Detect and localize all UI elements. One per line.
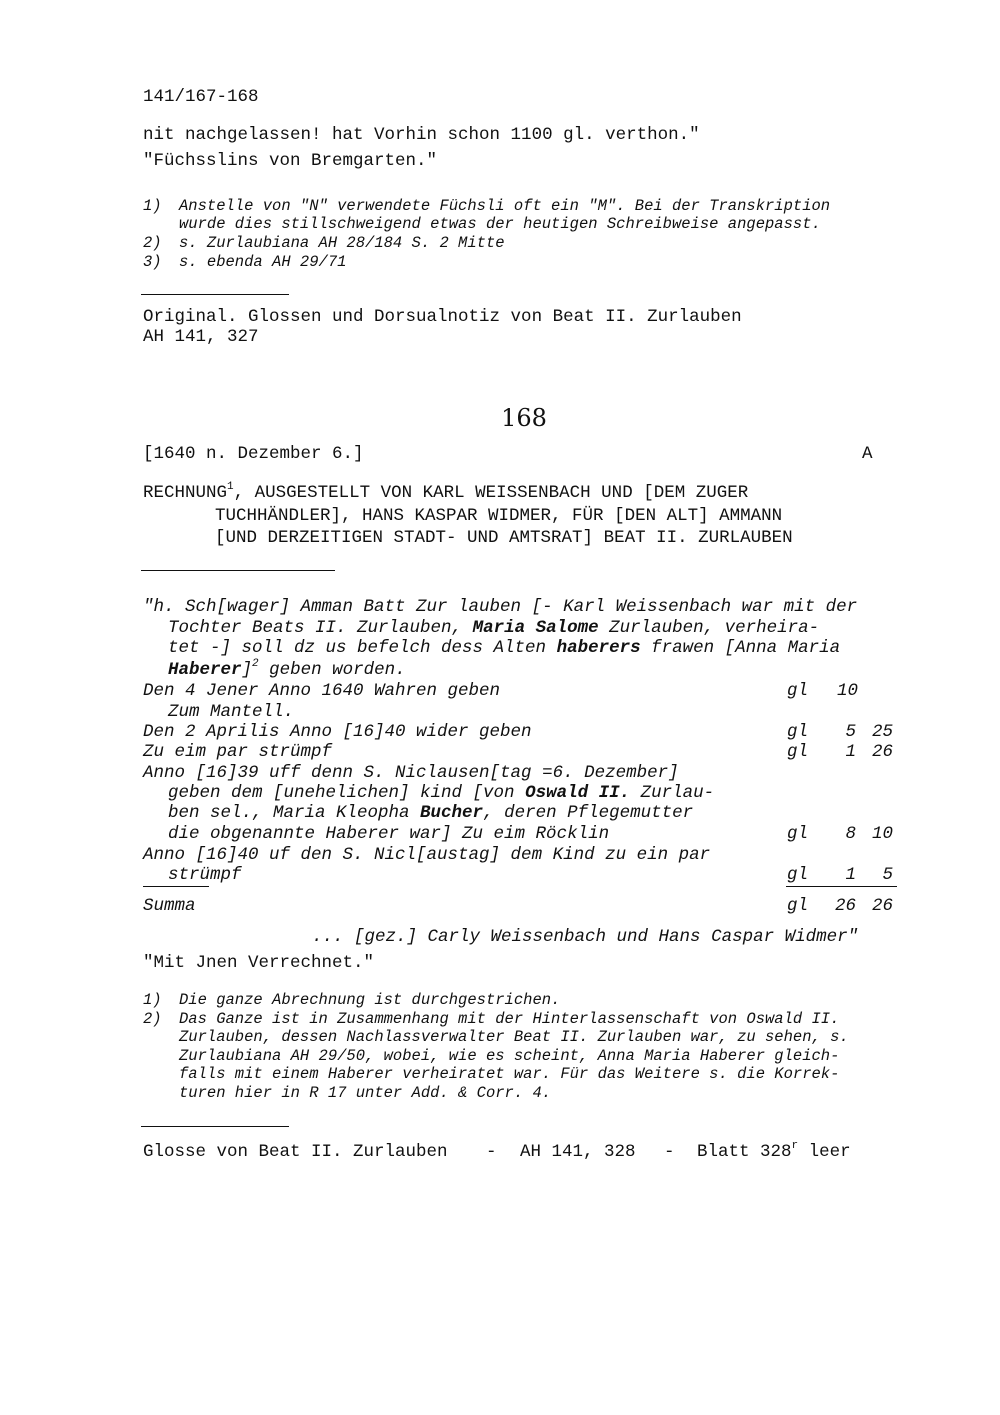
account-entry-text: Zu eim par strümpf [143, 742, 333, 762]
sum-gulden: 26 [834, 896, 856, 916]
currency-label: gl [787, 824, 809, 844]
sum-shilling: 26 [871, 896, 893, 916]
amount-shilling: 10 [871, 824, 893, 844]
account-entry-text: geben dem [unehelichen] kind [von Oswald II. Zurlau- [168, 783, 715, 803]
footnote-text: wurde dies stillschweigend etwas der heutigen Schreibweise angepasst. [179, 215, 821, 233]
currency-label: gl [787, 681, 809, 701]
document-number: 168 [501, 404, 547, 432]
signature-line: ... [gez.] Carly Weissenbach und Hans Caspar Widmer" [312, 927, 859, 947]
account-entry-text: Anno [16]39 uff denn S. Niclausen[tag =6. Dezember] [143, 763, 679, 783]
intro-line-2: "Füchsslins von Bremgarten." [143, 151, 438, 171]
amount-gulden: 10 [836, 681, 858, 701]
divider-rule [141, 294, 289, 295]
body-line: Haberer]$^2$ geben worden. [168, 658, 406, 680]
footnote-number: 2) [143, 234, 162, 252]
heading-line-2: TUCHHÄNDLER], HANS KASPAR WIDMER, FÜR [DEN ALT] AMMANN [215, 506, 783, 526]
page-reference: 141/167-168 [143, 87, 259, 107]
footnote-text: s. Zurlaubiana AH 28/184 S. 2 Mitte [179, 234, 505, 252]
amount-gulden: 1 [845, 742, 856, 762]
source-note-line-1: Original. Glossen und Dorsualnotiz von Beat II. Zurlauben [143, 307, 742, 327]
heading-line-1: RECHNUNG$^1$, AUSGESTELLT VON KARL WEISSENBACH UND [DEM ZUGER [143, 481, 749, 503]
footnote-text: Anstelle von "N" verwendete Füchsli oft ein "M". Bei der Transkription [179, 197, 831, 215]
document-date: [1640 n. Dezember 6.] [143, 444, 364, 464]
account-entry-text: ben sel., Maria Kleopha Bucher, deren Pflegemutter [168, 803, 694, 823]
footnote-text: Das Ganze ist in Zusammenhang mit der Hinterlassenschaft von Oswald II. [179, 1010, 840, 1028]
footnote-text: falls mit einem Haberer verheiratet war. Für das Weitere s. die Korrek- [179, 1065, 840, 1083]
account-entry-text: Anno [16]40 uf den S. Nicl[austag] dem Kind zu ein par [143, 845, 711, 865]
intro-line-1: nit nachgelassen! hat Vorhin schon 1100 gl. verthon." [143, 125, 700, 145]
amount-shilling: 5 [882, 865, 893, 885]
source-note-line-2: AH 141, 327 [143, 327, 259, 347]
sum-label: Summa [143, 896, 196, 916]
account-entry-text: die obgenannte Haberer war] Zu eim Röcklin [168, 824, 610, 844]
body-line: "h. Sch[wager] Amman Batt Zur lauben [- Karl Weissenbach war mit der [143, 597, 858, 617]
document-type: A [862, 444, 873, 464]
footnote-text: s. ebenda AH 29/71 [179, 253, 347, 271]
currency-label: gl [787, 896, 809, 916]
heading-line-3: [UND DERZEITIGEN STADT- UND AMTSRAT] BEAT II. ZURLAUBEN [215, 528, 793, 548]
account-entry-text: Den 2 Aprilis Anno [16]40 wider geben [143, 722, 532, 742]
divider-rule [141, 1126, 289, 1127]
footnote-number: 1) [143, 991, 162, 1009]
currency-label: gl [787, 722, 809, 742]
sum-rule-left [143, 886, 209, 887]
account-entry-text: strümpf [168, 865, 242, 885]
dorsal-note: "Mit Jnen Verrechnet." [143, 953, 375, 973]
account-entry-text: Zum Mantell. [168, 702, 295, 722]
amount-shilling: 26 [871, 742, 893, 762]
body-line: tet -] soll dz us befelch dess Alten haberers frawen [Anna Maria [168, 638, 841, 658]
source-note-reference: AH 141, 328 [520, 1142, 636, 1162]
currency-label: gl [787, 865, 809, 885]
footnote-text: Zurlaubiana AH 29/50, wobei, wie es scheint, Anna Maria Haberer gleich- [179, 1047, 840, 1065]
currency-label: gl [787, 742, 809, 762]
source-note-separator: - [664, 1142, 675, 1162]
footnote-text: Die ganze Abrechnung ist durchgestrichen. [179, 991, 561, 1009]
footnote-number: 2) [143, 1010, 162, 1028]
amount-gulden: 8 [845, 824, 856, 844]
account-entry-text: Den 4 Jener Anno 1640 Wahren geben [143, 681, 501, 701]
footnote-number: 3) [143, 253, 162, 271]
amount-shilling: 25 [871, 722, 893, 742]
amount-gulden: 1 [845, 865, 856, 885]
source-note-folio: Blatt 328$^r$ leer [697, 1140, 851, 1162]
source-note-separator: - [486, 1142, 497, 1162]
footnote-number: 1) [143, 197, 162, 215]
footnote-text: turen hier in R 17 unter Add. & Corr. 4. [179, 1084, 552, 1102]
sum-rule-right [786, 886, 897, 887]
divider-rule [141, 570, 335, 571]
body-line: Tochter Beats II. Zurlauben, Maria Salome Zurlauben, verheira- [168, 618, 820, 638]
source-note-author: Glosse von Beat II. Zurlauben [143, 1142, 448, 1162]
amount-gulden: 5 [845, 722, 856, 742]
footnote-text: Zurlauben, dessen Nachlassverwalter Beat II. Zurlauben war, zu sehen, s. [179, 1028, 849, 1046]
